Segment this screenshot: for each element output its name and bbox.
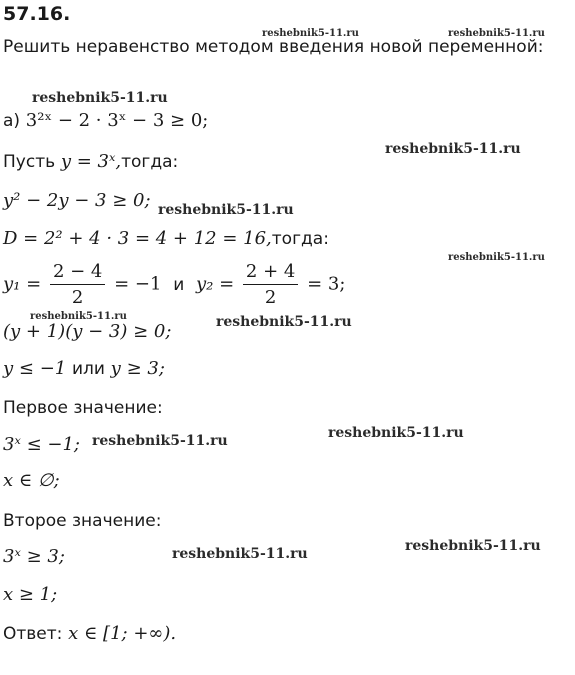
- watermark: reshebnik5-11.ru: [328, 425, 464, 441]
- quadratic-line: y² − 2y − 3 ≥ 0;: [3, 190, 151, 211]
- watermark: reshebnik5-11.ru: [448, 28, 545, 39]
- second-value-heading: Второе значение:: [3, 511, 162, 531]
- discriminant-expr: D = 2² + 4 · 3 = 4 + 12 = 16,: [3, 228, 272, 249]
- y1-denominator: 2: [50, 284, 105, 308]
- first-value-inequality: 3ˣ ≤ −1;: [3, 434, 80, 455]
- answer-expr: x ∈ [1; +∞).: [68, 623, 177, 644]
- y1-numerator: 2 − 4: [52, 261, 103, 282]
- y1-lhs: y₁ =: [3, 273, 42, 295]
- second-value-result: x ≥ 1;: [3, 584, 58, 605]
- y1-fraction: [50, 261, 105, 308]
- y2-denominator: 2: [243, 284, 298, 308]
- y1-result: = −1: [114, 273, 162, 295]
- watermark: reshebnik5-11.ru: [30, 311, 127, 322]
- watermark: reshebnik5-11.ru: [385, 141, 521, 157]
- watermark: reshebnik5-11.ru: [405, 538, 541, 554]
- watermark: reshebnik5-11.ru: [172, 546, 308, 562]
- roots-conjunction: и: [173, 274, 185, 295]
- y2-numerator: 2 + 4: [245, 261, 296, 282]
- watermark: reshebnik5-11.ru: [448, 252, 545, 263]
- discriminant-suffix: тогда:: [271, 229, 329, 249]
- y-solution-left: y ≤ −1: [3, 358, 67, 379]
- watermark: reshebnik5-11.ru: [92, 433, 228, 449]
- factored-line: (y + 1)(y − 3) ≥ 0;: [3, 321, 172, 342]
- answer-label: Ответ:: [3, 624, 63, 644]
- y2-fraction: [243, 261, 298, 308]
- first-value-result: x ∈ ∅;: [3, 470, 60, 491]
- part-label: а): [3, 111, 21, 131]
- y2-lhs: y₂ =: [195, 273, 235, 295]
- substitution-expr: y = 3ˣ,: [60, 151, 122, 172]
- roots-line: [3, 261, 345, 308]
- y2-result: = 3;: [307, 273, 346, 295]
- second-value-inequality: 3ˣ ≥ 3;: [3, 546, 65, 567]
- substitution-line: [3, 151, 178, 172]
- watermark: reshebnik5-11.ru: [262, 28, 359, 39]
- y-solution-line: [3, 358, 165, 379]
- problem-number: 57.16.: [3, 3, 71, 25]
- y-solution-conj: или: [71, 359, 105, 379]
- discriminant-line: [3, 228, 329, 249]
- substitution-suffix: тогда:: [121, 152, 179, 172]
- answer-line: [3, 623, 176, 644]
- watermark: reshebnik5-11.ru: [216, 314, 352, 330]
- watermark: reshebnik5-11.ru: [32, 90, 168, 106]
- instruction-text: Решить неравенство методом введения новой переменной:: [3, 37, 544, 57]
- watermark: reshebnik5-11.ru: [158, 202, 294, 218]
- inequality-line: [3, 110, 208, 131]
- inequality-expr: 3²ˣ − 2 · 3ˣ − 3 ≥ 0;: [25, 110, 209, 131]
- first-value-heading: Первое значение:: [3, 398, 163, 418]
- substitution-label: Пусть: [3, 152, 56, 172]
- y-solution-right: y ≥ 3;: [110, 358, 165, 379]
